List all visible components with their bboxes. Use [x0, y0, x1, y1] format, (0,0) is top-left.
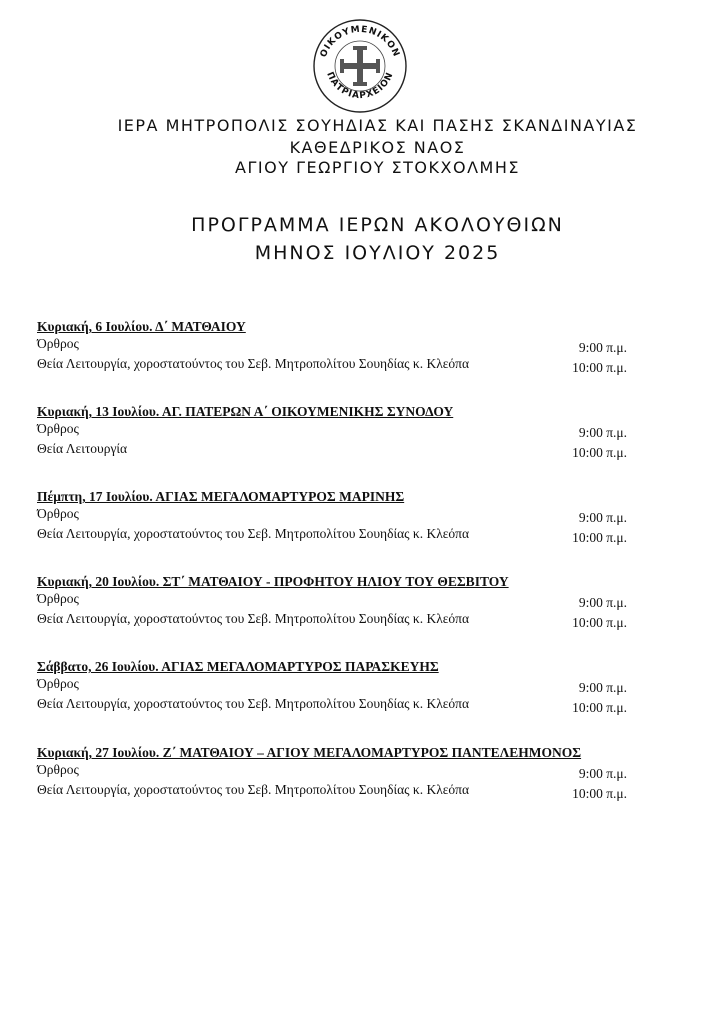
- service-row: [37, 525, 637, 545]
- service-block: [37, 488, 637, 545]
- service-time: 10:00 π.μ.: [572, 445, 627, 460]
- cross-icon: [340, 46, 380, 86]
- service-name: Θεία Λειτουργία, χοροστατούντος του Σεβ. Μητροπολίτου Σουηδίας κ. Κλεόπα: [37, 611, 470, 626]
- service-block: [37, 403, 637, 460]
- service-row: [37, 505, 637, 525]
- service-block: [37, 658, 637, 715]
- service-time: 10:00 π.μ.: [572, 360, 627, 375]
- service-time: 10:00 π.μ.: [572, 615, 627, 630]
- service-name: Θεία Λειτουργία, χοροστατούντος του Σεβ. Μητροπολίτου Σουηδίας κ. Κλεόπα: [37, 356, 470, 371]
- service-row: [37, 675, 637, 695]
- service-date-heading: Σάββατο, 26 Ιουλίου. ΑΓΙΑΣ ΜΕΓΑΛΟΜΑΡΤΥΡΟΣ ΠΑΡΑΣΚΕΥΗΣ: [37, 659, 439, 674]
- service-time: 10:00 π.μ.: [572, 700, 627, 715]
- seal-text-top: ΟΙΚΟΥΜΕΝΙΚΟΝ: [318, 24, 402, 59]
- service-row: [37, 695, 637, 715]
- service-block: [37, 318, 637, 375]
- service-time: 9:00 π.μ.: [578, 425, 627, 440]
- service-row: [37, 781, 637, 801]
- service-name: Όρθρος: [37, 506, 79, 521]
- service-name: Όρθρος: [37, 336, 79, 351]
- service-date-heading: Κυριακή, 13 Ιουλίου. ΑΓ. ΠΑΤΕΡΩΝ Α΄ ΟΙΚΟΥΜΕΝΙΚΗΣ ΣΥΝΟΔΟΥ: [37, 404, 454, 419]
- service-row: [37, 761, 637, 781]
- service-time: 10:00 π.μ.: [572, 786, 627, 801]
- service-name: Θεία Λειτουργία, χοροστατούντος του Σεβ. Μητροπολίτου Σουηδίας κ. Κλεόπα: [37, 526, 470, 541]
- service-time: 10:00 π.μ.: [572, 530, 627, 545]
- service-time: 9:00 π.μ.: [578, 595, 627, 610]
- service-row: [37, 590, 637, 610]
- service-time: 9:00 π.μ.: [578, 680, 627, 695]
- schedule-title: ΠΡΟΓΡΑΜΜΑ ΙΕΡΩΝ ΑΚΟΛΟΥΘΙΩΝ: [191, 214, 564, 236]
- service-row: [37, 610, 637, 630]
- service-name: Όρθρος: [37, 591, 79, 606]
- service-name: Όρθρος: [37, 421, 79, 436]
- service-row: [37, 355, 637, 375]
- service-date-heading: Κυριακή, 20 Ιουλίου. ΣΤ΄ ΜΑΤΘΑΙΟΥ - ΠΡΟΦΗΤΟΥ ΗΛΙΟΥ ΤΟΥ ΘΕΣΒΙΤΟΥ: [37, 574, 509, 589]
- schedule-month: ΜΗΝΟΣ ΙΟΥΛΙΟΥ 2025: [254, 242, 501, 264]
- patriarchate-seal: [312, 18, 408, 114]
- service-row: [37, 420, 637, 440]
- service-row: [37, 335, 637, 355]
- service-name: Όρθρος: [37, 762, 79, 777]
- cathedral-title: ΚΑΘΕΔΡΙΚΟΣ ΝΑΟΣ: [289, 138, 466, 157]
- service-row: [37, 440, 637, 460]
- service-block: [37, 744, 637, 801]
- service-name: Θεία Λειτουργία, χοροστατούντος του Σεβ. Μητροπολίτου Σουηδίας κ. Κλεόπα: [37, 782, 470, 797]
- metropolis-title: ΙΕΡΑ ΜΗΤΡΟΠΟΛΙΣ ΣΟΥΗΔΙΑΣ ΚΑΙ ΠΑΣΗΣ ΣΚΑΝΔΙΝΑΥΙΑΣ: [117, 116, 638, 135]
- seal-text-bottom: ΠΑΤΡΙΑΡΧΕΙΟΝ: [324, 70, 396, 102]
- service-name: Όρθρος: [37, 676, 79, 691]
- service-time: 9:00 π.μ.: [578, 766, 627, 781]
- service-time: 9:00 π.μ.: [578, 510, 627, 525]
- service-block: [37, 573, 637, 630]
- service-name: Θεία Λειτουργία: [37, 441, 128, 456]
- service-date-heading: Πέμπτη, 17 Ιουλίου. ΑΓΙΑΣ ΜΕΓΑΛΟΜΑΡΤΥΡΟΣ ΜΑΡΙΝΗΣ: [37, 489, 405, 504]
- service-name: Θεία Λειτουργία, χοροστατούντος του Σεβ. Μητροπολίτου Σουηδίας κ. Κλεόπα: [37, 696, 470, 711]
- service-date-heading: Κυριακή, 27 Ιουλίου. Ζ΄ ΜΑΤΘΑΙΟΥ – ΑΓΙΟΥ ΜΕΓΑΛΟΜΑΡΤΥΡΟΣ ΠΑΝΤΕΛΕΗΜΟΝΟΣ: [37, 745, 582, 760]
- service-time: 9:00 π.μ.: [578, 340, 627, 355]
- church-title: ΑΓΙΟΥ ΓΕΩΡΓΙΟΥ ΣΤΟΚΧΟΛΜΗΣ: [235, 158, 520, 177]
- service-date-heading: Κυριακή, 6 Ιουλίου. Δ΄ ΜΑΤΘΑΙΟΥ: [37, 319, 246, 334]
